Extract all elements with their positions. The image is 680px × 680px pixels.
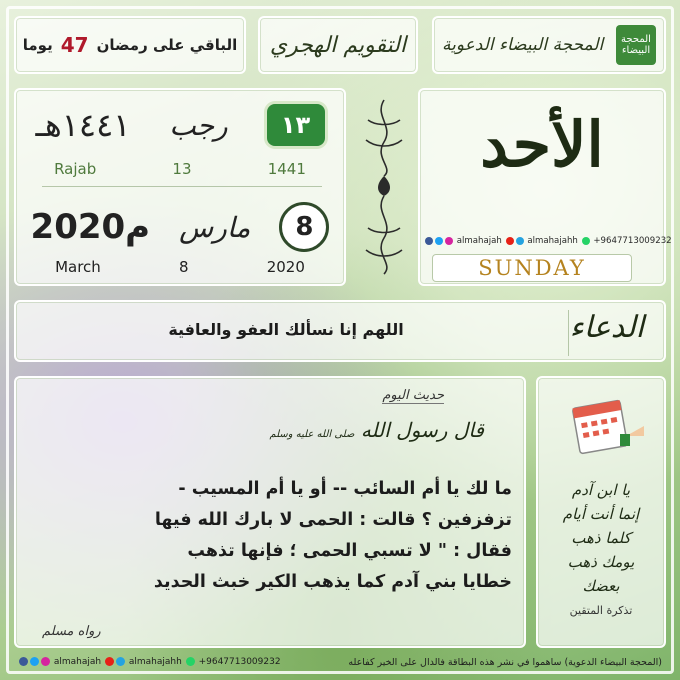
social-handles	[424, 236, 672, 246]
countdown-prefix: الباقي على رمضان	[96, 36, 238, 54]
hadith-panel	[14, 376, 526, 648]
footer-social	[18, 657, 281, 667]
brand-logo-text: المحجة البيضاء	[621, 34, 651, 56]
gregorian-month: مارس	[179, 210, 251, 244]
gregorian-day-sub: 8	[178, 258, 189, 276]
social-phone[interactable]: +9647713009232	[593, 236, 672, 246]
reminder-line: إنما أنت أيام	[562, 505, 640, 523]
telegram-icon[interactable]	[116, 657, 125, 666]
hadith-body	[34, 474, 512, 598]
hijri-month: رجب	[169, 108, 228, 142]
calendar-title: التقويم الهجري	[269, 32, 407, 58]
whatsapp-icon[interactable]	[582, 237, 590, 245]
gregorian-year-sub: 2020	[266, 258, 305, 276]
footer-handle-2[interactable]: almahajahh	[128, 657, 182, 667]
weekday-english-box	[432, 254, 632, 282]
hadith-line: ما لك يا أم السائب -- أو يا أم المسيب -	[178, 479, 512, 499]
hijri-year-latin: 1441	[267, 160, 306, 178]
hadith-intro-line	[269, 418, 484, 442]
dates-divider	[42, 186, 322, 187]
youtube-icon[interactable]	[105, 657, 114, 666]
weekday-english: SUNDAY	[478, 256, 586, 280]
facebook-icon[interactable]	[19, 657, 28, 666]
youtube-icon[interactable]	[506, 237, 514, 245]
gregorian-row	[16, 202, 344, 252]
hadith-line: خطايا بني آدم كما يذهب الكير خبث الحديد	[153, 572, 512, 592]
countdown-days: 47	[60, 33, 89, 57]
hadith-label: حديث اليوم	[382, 388, 444, 403]
hijri-latin-row	[16, 160, 344, 178]
dates-panel	[14, 88, 346, 286]
social-handle-1[interactable]: almahajah	[456, 236, 502, 246]
instagram-icon[interactable]	[445, 237, 453, 245]
brand-logo	[616, 25, 656, 65]
dua-panel	[14, 300, 666, 362]
reminder-title: تذكرة المتقين	[569, 604, 633, 617]
brand-box	[432, 16, 666, 74]
reminder-line: يومك ذهب	[567, 553, 635, 571]
brand-name: المحجة البيضاء الدعوية	[442, 35, 604, 55]
gregorian-year: 2020م	[30, 207, 151, 247]
footer-phone[interactable]: +9647713009232	[198, 657, 281, 667]
reminder-line: يا ابن آدم	[571, 481, 631, 499]
gregorian-day-circle: 8	[279, 202, 329, 252]
gregorian-sub-row	[16, 258, 344, 276]
ramadan-countdown	[14, 16, 246, 74]
hadith-line: فقال : " لا تسبي الحمى ؛ فإنها تذهب	[187, 541, 512, 561]
hadith-intro: قال رسول الله	[360, 418, 484, 442]
hijri-month-latin: Rajab	[54, 160, 97, 178]
weekday-panel	[418, 88, 672, 286]
gregorian-month-sub: March	[55, 258, 101, 276]
reminder-panel	[536, 376, 666, 648]
dua-label: الدعاء	[569, 310, 644, 345]
facebook-icon[interactable]	[425, 237, 433, 245]
hadith-line: تزفزفين ؟ قالت : الحمى لا بارك الله فيها	[154, 510, 512, 530]
footer-handle-1[interactable]: almahajah	[53, 657, 102, 667]
reminder-line: بعضك	[582, 577, 620, 595]
instagram-icon[interactable]	[41, 657, 50, 666]
hijri-day-badge: ١٣	[267, 104, 325, 146]
hijri-row	[16, 104, 344, 146]
telegram-icon[interactable]	[516, 237, 524, 245]
footer-note: (المحجة البيضاء الدعوية) ساهموا في نشر هذه البطاقة فالدال على الخير كفاعله	[348, 656, 662, 668]
calendar-icon	[558, 396, 648, 460]
reminder-text	[538, 478, 664, 598]
hadith-salutation: صلى الله عليه وسلم	[269, 429, 355, 440]
dua-text: اللهم إنا نسألك العفو والعافية	[168, 320, 404, 339]
whatsapp-icon[interactable]	[186, 657, 195, 666]
weekday-arabic: الأحد	[480, 108, 604, 181]
hijri-year: ١٤٤١هـ	[35, 106, 131, 144]
calendar-title-box	[258, 16, 418, 74]
reminder-line: كلما ذهب	[571, 529, 631, 547]
ornament-divider	[356, 96, 412, 278]
hadith-narrator: رواه مسلم	[42, 624, 101, 639]
social-handle-2[interactable]: almahajahh	[527, 236, 578, 246]
twitter-icon[interactable]	[30, 657, 39, 666]
twitter-icon[interactable]	[435, 237, 443, 245]
footer	[14, 652, 666, 672]
countdown-suffix: يوما	[22, 36, 53, 54]
hijri-day-latin: 13	[172, 160, 192, 178]
